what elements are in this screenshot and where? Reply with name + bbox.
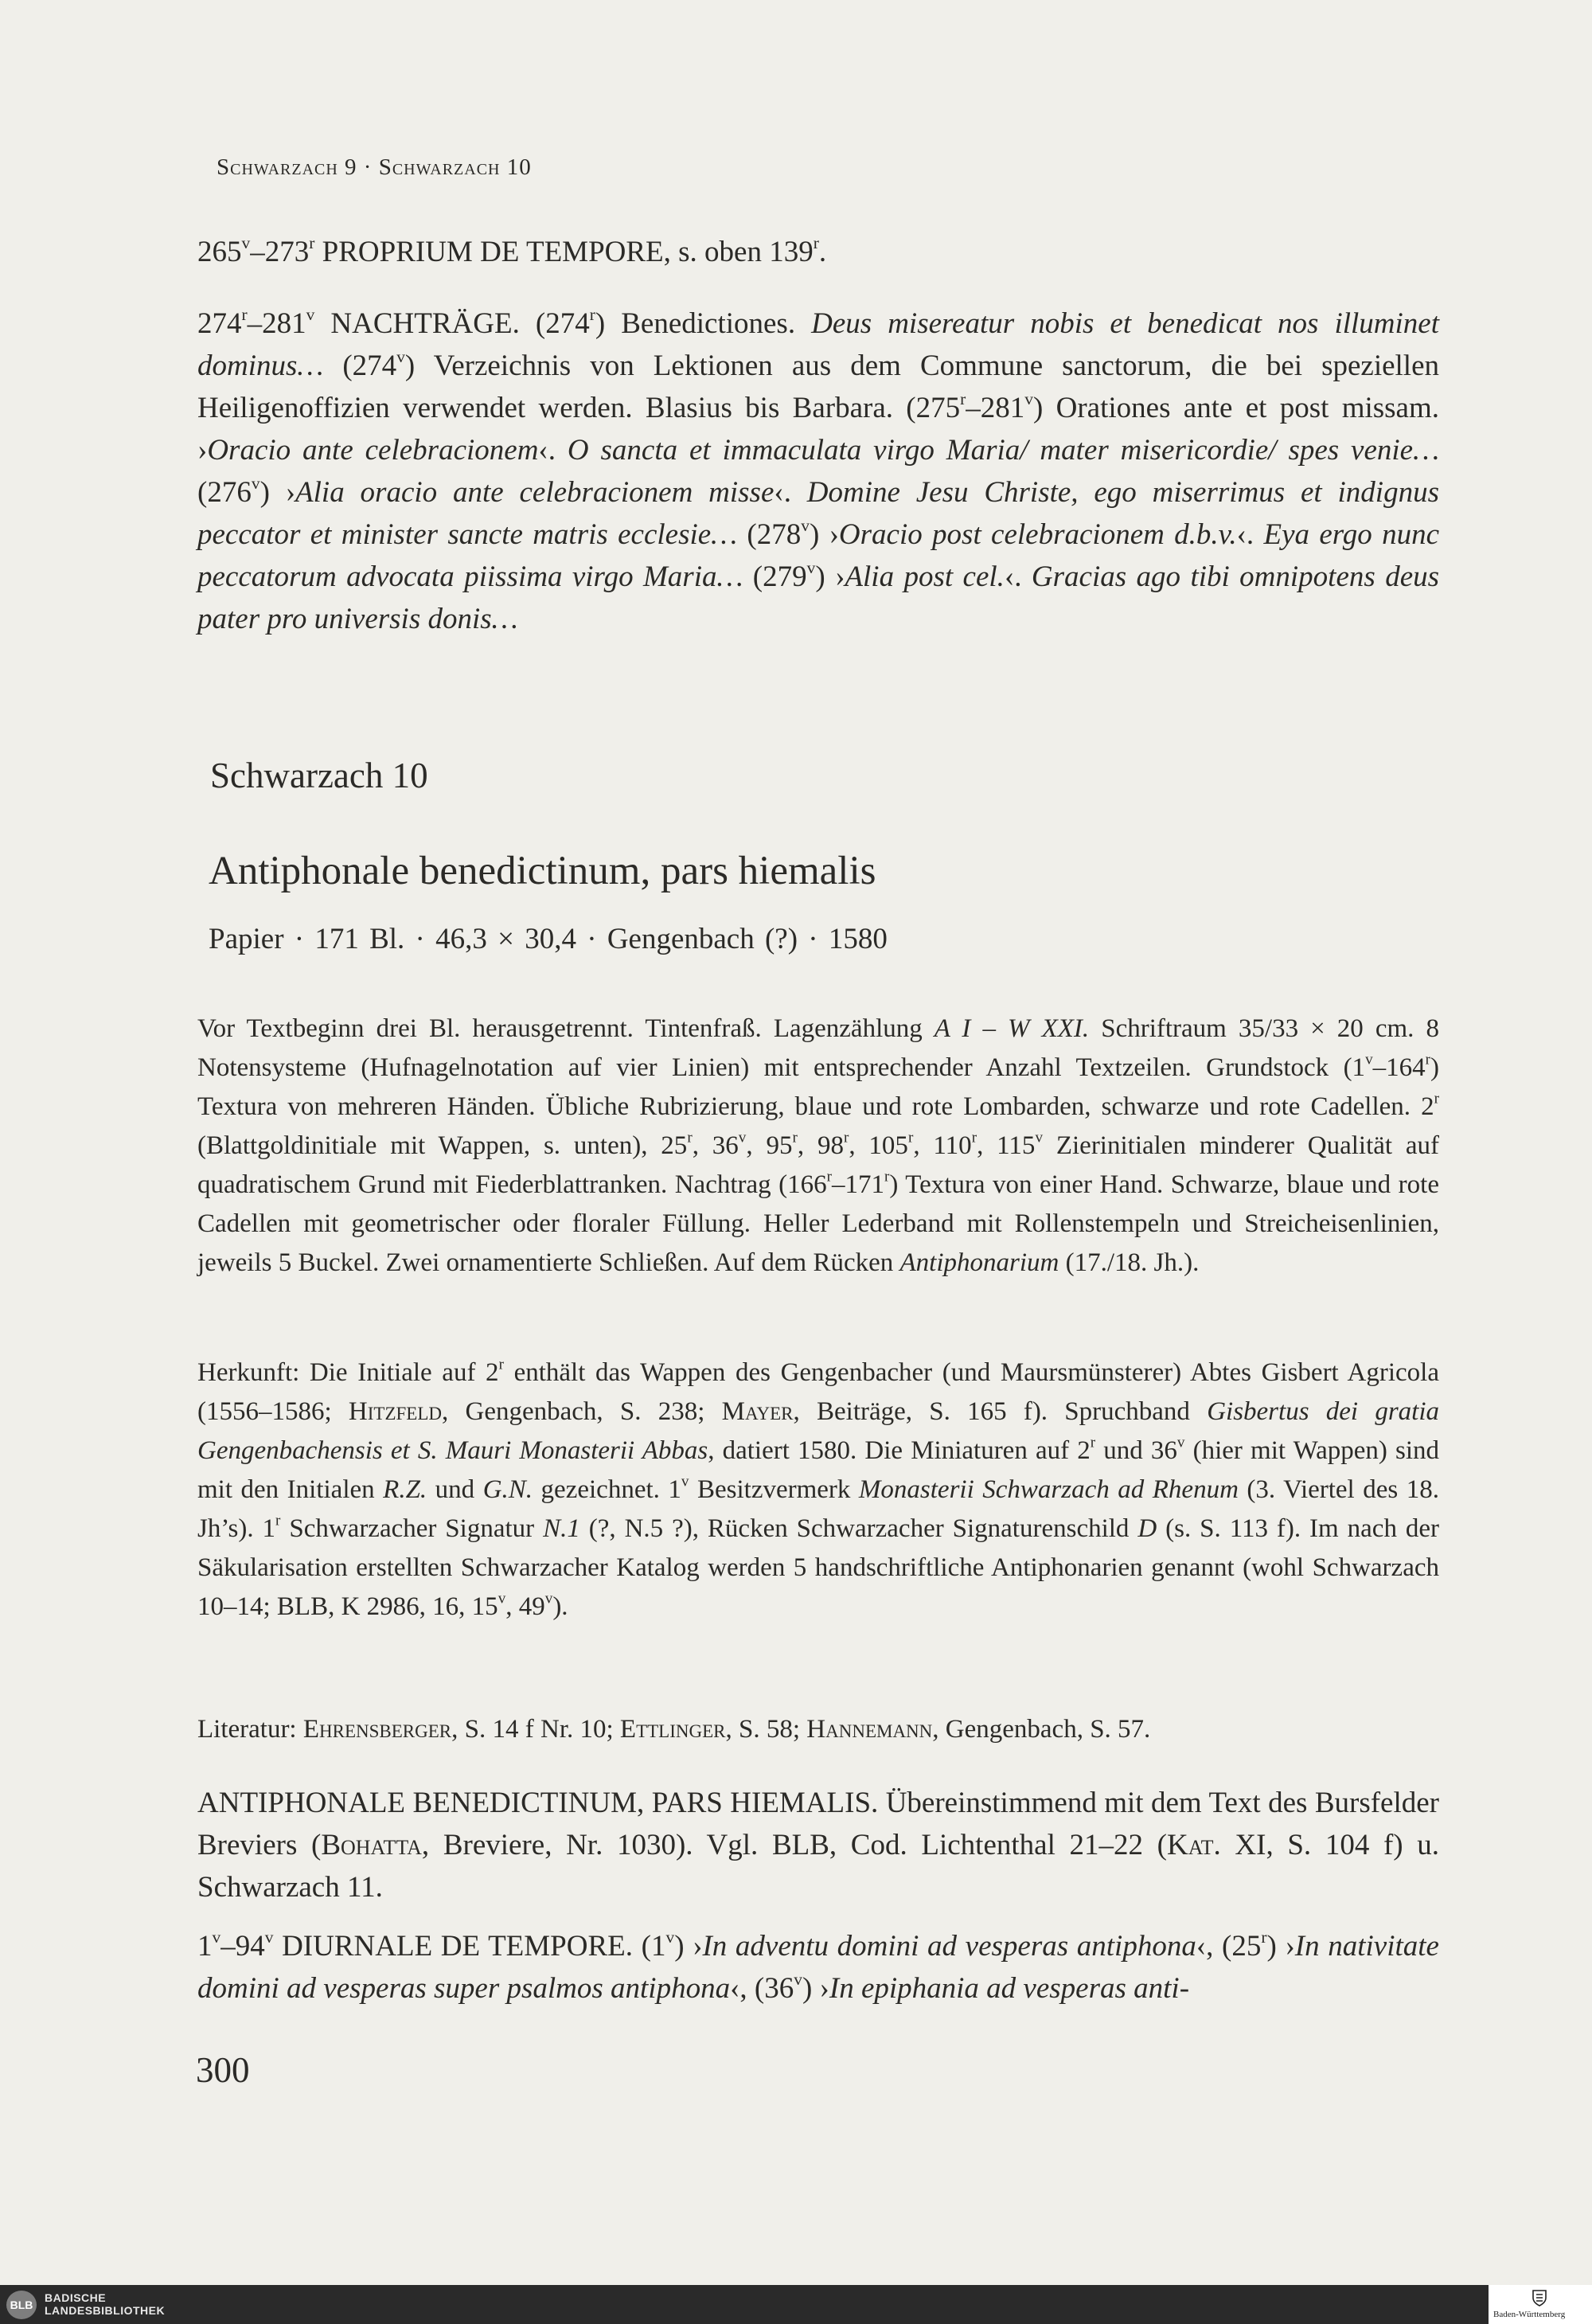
state-label: Baden-Württemberg: [1493, 2310, 1566, 2319]
library-name: BADISCHE LANDESBIBLIOTHEK: [45, 2291, 166, 2317]
page-number: 300: [196, 2050, 250, 2090]
library-footer-bar: [0, 2285, 1592, 2324]
physical-description: Vor Textbeginn drei Bl. herausgetrennt. Tintenfraß. Lagenzählung A I – W XXI. Schriftraum 35/33 × 20 cm. 8 Notensysteme (Hufnagelnotation auf vier Linien) mit entsprechender Anzahl Textzeilen. Grundstock (1$^v$–164$^r$) Textura von mehreren Händen. Übliche Rubrizierung, blaue und rote Lombarden, schwarze und rote Cadellen. 2$^r$ (Blattgoldinitiale mit Wappen, s. unten), 25$^r$, 36$^v$, 95$^r$, 98$^r$, 105$^r$, 110$^r$, 115$^v$ Zierinitialen minderer Qualität auf quadratischem Grund mit Fiederblattranken. Nachtrag (166$^r$–171$^r$) Textura von einer Hand. Schwarze, blaue und rote Cadellen mit geometrischer oder floraler Füllung. Heller Lederband mit Rollenstempeln und Streicheisenlinien, jeweils 5 Buckel. Zwei ornamentierte Schließen. Auf dem Rücken Antiphonarium (17./18. Jh.).: [197, 1014, 1440, 1277]
manuscript-title: Antiphonale benedictinum, pars hiemalis: [209, 849, 876, 893]
blb-logo-icon[interactable]: BLB: [6, 2291, 37, 2319]
running-head: Schwarzach 9 · Schwarzach 10: [217, 154, 532, 180]
content-summary: ANTIPHONALE BENEDICTINUM, PARS HIEMALIS. Übereinstimmend mit dem Text des Bursfelder Breviers (Bohatta, Breviere, Nr. 1030). Vgl. BLB, Cod. Lichtenthal 21–22 (Kat. XI, S. 104 f) u. Schwarzach 11.: [197, 1787, 1440, 1904]
prev-entry-nachtraege: 274$^r$–281$^v$ NACHTRÄGE. (274$^r$) Benedictiones. Deus misereatur nobis et benedicat nos illuminet dominus… (274$^v$) Verzeichnis von Lektionen aus dem Commune sanctorum, die bei speziellen Heiligenoffizien verwendet werden. Blasius bis Barbara. (275$^r$–281$^v$) Orationes ante et post missam. ›Oracio ante celebracionem‹. O sancta et immaculata virgo Maria/ mater misericordie/ spes venie… (276$^v$) ›Alia oracio ante celebracionem misse‹. Domine Jesu Christe, ego miserrimus et indignus peccator et minister sancte matris ecclesie… (278$^v$) ›Oracio post celebracionem d.b.v.‹. Eya ergo nunc peccatorum advocata piissima virgo Maria… (279$^v$) ›Alia post cel.‹. Gracias ago tibi omnipotens deus pater pro universis donis…: [197, 304, 1440, 635]
section-heading: Schwarzach 10: [210, 756, 428, 795]
provenance: Herkunft: Die Initiale auf 2$^r$ enthält das Wappen des Gengenbacher (und Maursmünsterer) Abtes Gisbert Agricola (1556–1586; Hitzfeld, Gengenbach, S. 238; Mayer, Beiträge, S. 165 f). Spruchband Gisbertus dei gratia Gengenbachensis et S. Mauri Monasterii Abbas, datiert 1580. Die Miniaturen auf 2$^r$ und 36$^v$ (hier mit Wappen) sind mit den Initialen R.Z. und G.N. gezeichnet. 1$^v$ Besitzvermerk Monasterii Schwarzach ad Rhenum (3. Viertel des 18. Jh’s). 1$^r$ Schwarzacher Signatur N.1 (?, N.5 ?), Rücken Schwarzacher Signaturenschild D (s. S. 113 f). Im nach der Säkularisation erstellten Schwarzacher Katalog werden 5 handschriftliche Antiphonarien genannt (wohl Schwarzach 10–14; BLB, K 2986, 16, 15$^v$, 49$^v$).: [197, 1356, 1440, 1621]
prev-entry-proprium: 265$^v$–273$^r$ PROPRIUM DE TEMPORE, s. oben 139$^r$.: [197, 232, 827, 268]
diurnale-entry: 1$^v$–94$^v$ DIURNALE DE TEMPORE. (1$^v$) ›In adventu domini ad vesperas antiphona‹, (25$^r$) ›In nativitate domini ad vesperas super psalmos antiphona‹, (36$^v$) ›In epiphania ad vesperas anti-: [197, 1927, 1439, 2005]
manuscript-meta: Papier · 171 Bl. · 46,3 × 30,4 · Gengenbach (?) · 1580: [209, 923, 888, 955]
state-logo: [1489, 2285, 1592, 2324]
coat-of-arms-icon: [1530, 2288, 1549, 2307]
literature: Literatur: Ehrensberger, S. 14 f Nr. 10; Ettlinger, S. 58; Hannemann, Gengenbach, S. 57.: [197, 1715, 1151, 1744]
